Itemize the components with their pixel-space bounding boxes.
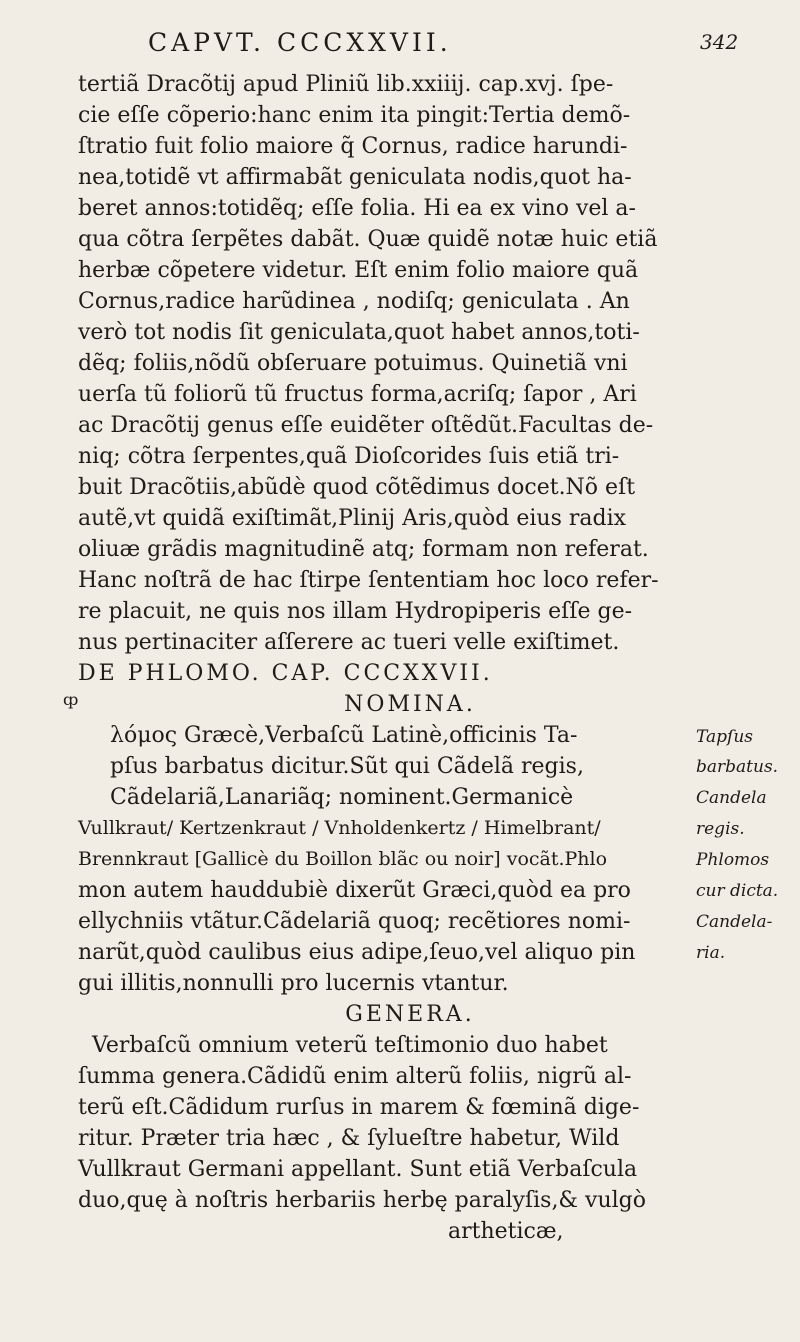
text-line: autẽ,vt quidã exiſtimãt,Plinij Aris,quòd eius radix <box>78 506 627 531</box>
text-line: duo,quę à noſtris herbariis herbę paralyſis,& vulgò <box>78 1188 646 1213</box>
margin-note: Candela <box>696 788 767 808</box>
margin-note: Phlomos <box>696 850 770 870</box>
text-line: Cãdelariã,Lanariãq; nominent.Germanicè <box>110 785 574 810</box>
margin-note: Tapſus <box>696 727 754 747</box>
margin-note: Candela- <box>696 912 773 932</box>
text-line: Brennkraut [Gallicè du Boillon blãc ou noir] vocãt.Phlo <box>78 848 608 870</box>
text-line: artheticæ, <box>448 1219 564 1244</box>
page-number: 342 <box>700 30 739 54</box>
chapter-title: DE PHLOMO. CAP. CCCXXVII. <box>78 661 493 686</box>
text-line: terũ eſt.Cãdidum rurſus in marem & fœminã dige- <box>78 1095 640 1120</box>
margin-note: barbatus. <box>696 757 779 777</box>
text-line: ſumma genera.Cãdidũ enim alterũ foliis, nigrũ al- <box>78 1064 632 1089</box>
text-line: cie eſſe cõperio:hanc enim ita pingit:Tertia demõ- <box>78 103 631 128</box>
page-header <box>0 20 800 60</box>
text-line: qua cõtra ſerpẽtes dabãt. Quæ quidẽ notæ huic etiã <box>78 227 658 252</box>
margin-note: cur dicta. <box>696 881 779 901</box>
text-line: uerſa tũ foliorũ tũ fructus forma,acriſq; ſapor , Ari <box>78 382 637 407</box>
text-line: Hanc noſtrã de hac ſtirpe ſententiam hoc loco refer- <box>78 568 659 593</box>
text-line: nea,totidẽ vt affirmabãt geniculata nodis,quot ha- <box>78 165 632 190</box>
running-head: CAPVT. CCCXXVII. <box>148 28 452 57</box>
text-line: verò tot nodis ſit geniculata,quot habet annos,toti- <box>78 320 640 345</box>
text-line: Cornus,radice harũdinea , nodiſq; geniculata . An <box>78 289 630 314</box>
text-line: pſus barbatus dicitur.Sũt qui Cãdelã regis, <box>110 754 584 779</box>
text-line: oliuæ grãdis magnitudinẽ atq; formam non referat. <box>78 537 649 562</box>
text-line: Verbaſcũ omnium veterũ teſtimonio duo habet <box>92 1033 608 1058</box>
text-line: herbæ cõpetere videtur. Eſt enim folio maiore quã <box>78 258 639 283</box>
text-line: ellychniis vtãtur.Cãdelariã quoq; recẽtiores nomi- <box>78 909 631 934</box>
margin-note: ria. <box>696 943 726 963</box>
text-line: nus pertinaciter aſſerere ac tueri velle exiſtimet. <box>78 630 620 655</box>
section-heading-genera: GENERA. <box>345 1002 475 1027</box>
text-line: niq; cõtra ſerpentes,quã Dioſcorides ſuis etiã tri- <box>78 444 620 469</box>
text-line: dẽq; foliis,nõdũ obſeruare potuimus. Quinetiã vni <box>78 351 628 376</box>
text-line: narũt,quòd caulibus eius adipe,ſeuo,vel aliquo pin <box>78 940 636 965</box>
text-line: λόμος Græcè,Verbaſcũ Latinè,officinis Ta- <box>110 723 578 748</box>
text-line: mon autem hauddubiè dixerũt Græci,quòd ea pro <box>78 878 631 903</box>
text-line: tertiã Dracõtij apud Pliniũ lib.xxiiij. cap.xvj. ſpe- <box>78 72 614 97</box>
plant-sign-icon: ȹ <box>63 690 79 709</box>
text-line: ſtratio fuit folio maiore q̃ Cornus, radice harundi- <box>78 134 628 159</box>
text-line: ritur. Præter tria hæc , & ſylueſtre habetur, Wild <box>78 1126 620 1151</box>
text-line: buit Dracõtiis,abũdè quod cõtẽdimus docet.Nõ eſt <box>78 475 636 500</box>
text-line: re placuit, ne quis nos illam Hydropiperis eſſe ge- <box>78 599 633 624</box>
text-line: gui illitis,nonnulli pro lucernis vtantur. <box>78 971 509 996</box>
text-line: Vullkraut/ Kertzenkraut / Vnholdenkertz / Himelbrant/ <box>78 817 601 839</box>
text-line: Vullkraut Germani appellant. Sunt etiã Verbaſcula <box>78 1157 638 1182</box>
section-heading-nomina: NOMINA. <box>344 692 476 717</box>
text-line: ac Dracõtij genus eſſe euidẽter oſtẽdũt.Facultas de- <box>78 413 654 438</box>
text-line: beret annos:totidẽq; eſſe folia. Hi ea ex vino vel a- <box>78 196 636 221</box>
margin-note: regis. <box>696 819 745 839</box>
